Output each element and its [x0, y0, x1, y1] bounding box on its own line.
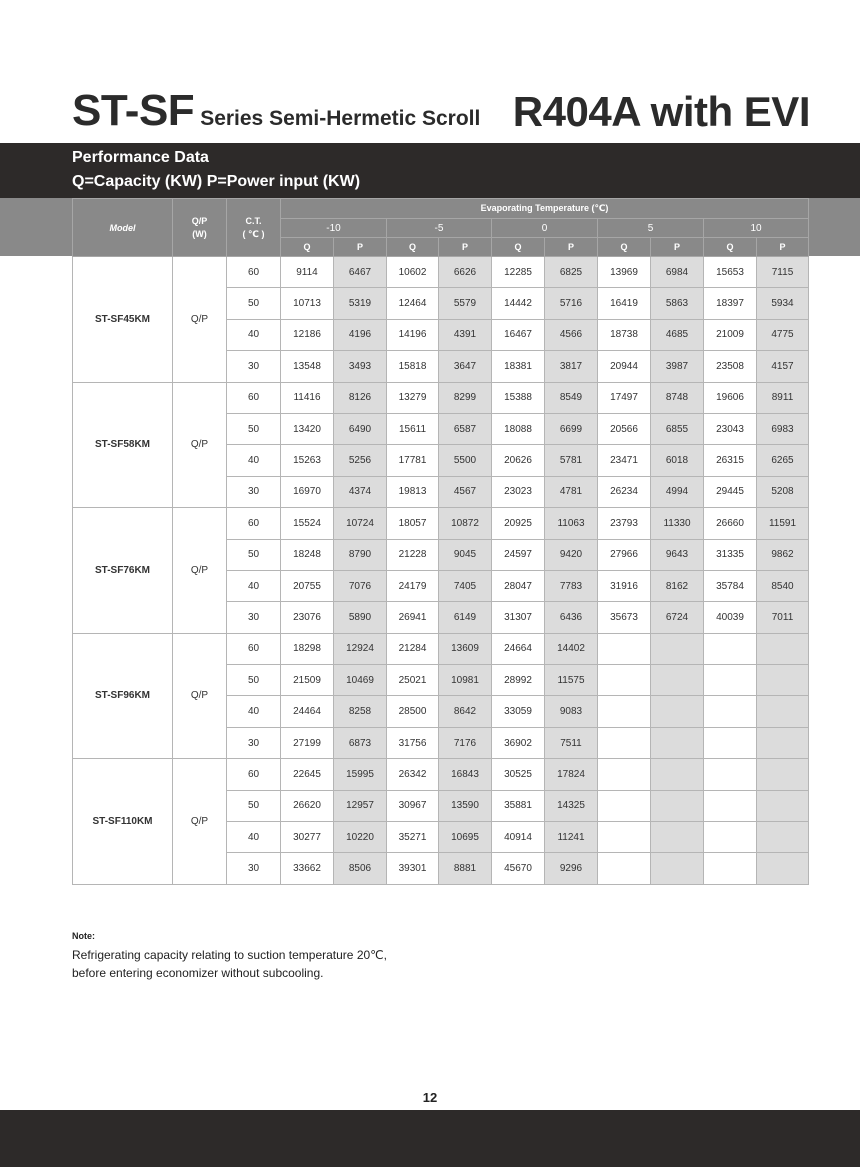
capacity-cell: 23508 [704, 351, 757, 382]
power-cell: 16843 [439, 759, 492, 790]
table-row [73, 508, 809, 539]
capacity-cell: 13279 [387, 382, 439, 413]
capacity-cell: 19606 [704, 382, 757, 413]
power-cell: 7115 [757, 257, 809, 288]
capacity-cell: 31307 [492, 602, 545, 633]
capacity-cell [704, 665, 757, 696]
evap-temp-header: 5 [598, 219, 704, 238]
power-cell: 8540 [757, 570, 809, 601]
power-cell: 6265 [757, 445, 809, 476]
power-cell: 9296 [545, 853, 598, 884]
capacity-cell: 45670 [492, 853, 545, 884]
power-cell: 6825 [545, 257, 598, 288]
power-cell: 15995 [334, 759, 387, 790]
capacity-cell: 20925 [492, 508, 545, 539]
qp-cell: Q/P [173, 508, 227, 634]
power-cell: 13609 [439, 633, 492, 664]
capacity-cell [598, 696, 651, 727]
capacity-cell: 15263 [281, 445, 334, 476]
capacity-cell: 35881 [492, 790, 545, 821]
capacity-cell: 40914 [492, 822, 545, 853]
capacity-cell: 13969 [598, 257, 651, 288]
q-subheader: Q [281, 238, 334, 257]
p-subheader: P [334, 238, 387, 257]
capacity-cell: 30277 [281, 822, 334, 853]
capacity-cell [704, 790, 757, 821]
power-cell: 9643 [651, 539, 704, 570]
capacity-cell [598, 853, 651, 884]
power-cell: 12924 [334, 633, 387, 664]
capacity-cell: 20566 [598, 413, 651, 444]
power-cell: 8642 [439, 696, 492, 727]
power-cell: 3647 [439, 351, 492, 382]
capacity-cell: 26620 [281, 790, 334, 821]
power-cell: 11575 [545, 665, 598, 696]
model-name-cell: ST-SF45KM [73, 257, 173, 383]
ct-cell: 50 [227, 413, 281, 444]
power-cell: 11591 [757, 508, 809, 539]
ct-cell: 40 [227, 822, 281, 853]
capacity-cell [704, 822, 757, 853]
capacity-cell: 18397 [704, 288, 757, 319]
power-cell: 4391 [439, 319, 492, 350]
table-row [73, 257, 809, 288]
power-cell: 6587 [439, 413, 492, 444]
capacity-cell: 14442 [492, 288, 545, 319]
power-cell: 10695 [439, 822, 492, 853]
power-cell [651, 822, 704, 853]
power-cell: 7783 [545, 570, 598, 601]
capacity-cell: 26342 [387, 759, 439, 790]
capacity-cell: 14196 [387, 319, 439, 350]
ct-cell: 30 [227, 727, 281, 758]
capacity-cell: 21009 [704, 319, 757, 350]
capacity-cell: 11416 [281, 382, 334, 413]
power-cell: 6983 [757, 413, 809, 444]
capacity-cell [704, 696, 757, 727]
capacity-cell: 26234 [598, 476, 651, 507]
note-line-1: Refrigerating capacity relating to suction temperature 20℃, [72, 948, 387, 962]
power-cell: 4374 [334, 476, 387, 507]
power-cell: 11063 [545, 508, 598, 539]
capacity-cell: 30967 [387, 790, 439, 821]
capacity-cell: 28992 [492, 665, 545, 696]
capacity-cell [704, 633, 757, 664]
ct-cell: 30 [227, 853, 281, 884]
power-cell: 6490 [334, 413, 387, 444]
capacity-cell: 28047 [492, 570, 545, 601]
section-legend: Q=Capacity (KW) P=Power input (KW) [72, 173, 361, 190]
capacity-cell: 13548 [281, 351, 334, 382]
model-name-cell: ST-SF58KM [73, 382, 173, 508]
refrigerant-title: R404A with EVI [512, 88, 810, 135]
capacity-cell [598, 665, 651, 696]
capacity-cell: 17497 [598, 382, 651, 413]
capacity-cell: 35673 [598, 602, 651, 633]
series-title [72, 86, 480, 136]
capacity-cell: 21228 [387, 539, 439, 570]
capacity-cell: 21509 [281, 665, 334, 696]
power-cell: 6018 [651, 445, 704, 476]
power-cell: 14325 [545, 790, 598, 821]
capacity-cell: 15524 [281, 508, 334, 539]
power-cell [651, 696, 704, 727]
table-row [73, 382, 809, 413]
power-cell [757, 853, 809, 884]
ct-cell: 50 [227, 790, 281, 821]
power-cell: 6626 [439, 257, 492, 288]
power-cell: 8911 [757, 382, 809, 413]
capacity-cell: 21284 [387, 633, 439, 664]
capacity-cell: 36902 [492, 727, 545, 758]
power-cell: 17824 [545, 759, 598, 790]
model-name-cell: ST-SF76KM [73, 508, 173, 634]
power-cell: 5934 [757, 288, 809, 319]
capacity-cell: 35271 [387, 822, 439, 853]
capacity-cell: 18738 [598, 319, 651, 350]
power-cell: 14402 [545, 633, 598, 664]
capacity-cell: 16467 [492, 319, 545, 350]
table-row [73, 759, 809, 790]
qp-column-header [173, 199, 227, 257]
power-cell [757, 759, 809, 790]
ct-cell: 40 [227, 570, 281, 601]
power-cell: 6699 [545, 413, 598, 444]
note-title: Note: [72, 931, 95, 941]
capacity-cell: 28500 [387, 696, 439, 727]
note-text [72, 946, 572, 982]
model-name-cell: ST-SF110KM [73, 759, 173, 885]
capacity-cell: 10713 [281, 288, 334, 319]
evap-temp-header: -5 [387, 219, 492, 238]
capacity-cell: 18381 [492, 351, 545, 382]
power-cell [651, 633, 704, 664]
power-cell: 4994 [651, 476, 704, 507]
ct-cell: 50 [227, 288, 281, 319]
power-cell: 6873 [334, 727, 387, 758]
capacity-cell: 27966 [598, 539, 651, 570]
evap-temp-header: 0 [492, 219, 598, 238]
capacity-cell: 26941 [387, 602, 439, 633]
model-name-cell: ST-SF96KM [73, 633, 173, 759]
power-cell: 10469 [334, 665, 387, 696]
footer-band [0, 1110, 860, 1167]
power-cell: 5890 [334, 602, 387, 633]
ct-cell: 40 [227, 445, 281, 476]
capacity-cell: 15653 [704, 257, 757, 288]
power-cell: 7011 [757, 602, 809, 633]
series-subtitle: Series Semi-Hermetic Scroll [200, 107, 481, 130]
power-cell: 5500 [439, 445, 492, 476]
power-cell: 5319 [334, 288, 387, 319]
power-cell: 8506 [334, 853, 387, 884]
power-cell: 11330 [651, 508, 704, 539]
qp-cell: Q/P [173, 382, 227, 508]
qp-header-unit: (W) [192, 228, 207, 239]
power-cell: 7076 [334, 570, 387, 601]
capacity-cell: 33059 [492, 696, 545, 727]
power-cell: 6467 [334, 257, 387, 288]
capacity-cell: 27199 [281, 727, 334, 758]
capacity-cell [704, 853, 757, 884]
capacity-cell: 23023 [492, 476, 545, 507]
ct-cell: 30 [227, 476, 281, 507]
capacity-cell: 16970 [281, 476, 334, 507]
capacity-cell: 18057 [387, 508, 439, 539]
power-cell [651, 665, 704, 696]
ct-cell: 60 [227, 257, 281, 288]
capacity-cell: 15388 [492, 382, 545, 413]
capacity-cell: 20944 [598, 351, 651, 382]
power-cell: 11241 [545, 822, 598, 853]
p-subheader: P [757, 238, 809, 257]
capacity-cell: 33662 [281, 853, 334, 884]
qp-cell: Q/P [173, 759, 227, 885]
power-cell: 12957 [334, 790, 387, 821]
power-cell: 7405 [439, 570, 492, 601]
capacity-cell: 15818 [387, 351, 439, 382]
capacity-cell: 23043 [704, 413, 757, 444]
capacity-cell: 22645 [281, 759, 334, 790]
capacity-cell: 23076 [281, 602, 334, 633]
power-cell [651, 727, 704, 758]
capacity-cell [598, 790, 651, 821]
power-cell: 8748 [651, 382, 704, 413]
page-header [0, 88, 860, 140]
capacity-cell: 12285 [492, 257, 545, 288]
power-cell [757, 822, 809, 853]
capacity-cell [598, 727, 651, 758]
qp-header-line: Q/P [191, 215, 208, 226]
capacity-cell: 23471 [598, 445, 651, 476]
power-cell: 7511 [545, 727, 598, 758]
section-title: Performance Data [72, 149, 209, 166]
power-cell [757, 696, 809, 727]
model-column-header: Model [73, 199, 173, 257]
power-cell: 6436 [545, 602, 598, 633]
capacity-cell: 15611 [387, 413, 439, 444]
q-subheader: Q [387, 238, 439, 257]
ct-cell: 50 [227, 665, 281, 696]
capacity-cell: 13420 [281, 413, 334, 444]
p-subheader: P [545, 238, 598, 257]
power-cell: 8549 [545, 382, 598, 413]
capacity-cell: 18298 [281, 633, 334, 664]
power-cell: 4685 [651, 319, 704, 350]
ct-cell: 50 [227, 539, 281, 570]
ct-header-unit: ( ℃ ) [242, 228, 265, 239]
capacity-cell: 39301 [387, 853, 439, 884]
ct-column-header [227, 199, 281, 257]
ct-cell: 60 [227, 633, 281, 664]
table-row [73, 633, 809, 664]
q-subheader: Q [704, 238, 757, 257]
power-cell: 10981 [439, 665, 492, 696]
power-cell: 6855 [651, 413, 704, 444]
power-cell: 4196 [334, 319, 387, 350]
power-cell: 13590 [439, 790, 492, 821]
p-subheader: P [651, 238, 704, 257]
ct-cell: 40 [227, 696, 281, 727]
capacity-cell [704, 759, 757, 790]
page-number: 12 [422, 1090, 438, 1105]
capacity-cell: 17781 [387, 445, 439, 476]
capacity-cell: 24597 [492, 539, 545, 570]
qp-cell: Q/P [173, 257, 227, 383]
evap-temp-header: -10 [281, 219, 387, 238]
power-cell: 5579 [439, 288, 492, 319]
qp-cell: Q/P [173, 633, 227, 759]
ct-cell: 30 [227, 602, 281, 633]
power-cell [757, 665, 809, 696]
capacity-cell: 20755 [281, 570, 334, 601]
power-cell: 4775 [757, 319, 809, 350]
power-cell: 4157 [757, 351, 809, 382]
power-cell: 8790 [334, 539, 387, 570]
power-cell: 5863 [651, 288, 704, 319]
ct-cell: 60 [227, 382, 281, 413]
q-subheader: Q [598, 238, 651, 257]
ct-header-line: C.T. [245, 215, 262, 226]
evaporating-temperature-header: Evaporating Temperature (℃) [281, 199, 809, 219]
power-cell: 3817 [545, 351, 598, 382]
ct-cell: 40 [227, 319, 281, 350]
capacity-cell: 26315 [704, 445, 757, 476]
power-cell: 4567 [439, 476, 492, 507]
power-cell: 10724 [334, 508, 387, 539]
capacity-cell: 40039 [704, 602, 757, 633]
q-subheader: Q [492, 238, 545, 257]
section-header-band [0, 143, 860, 198]
power-cell: 5208 [757, 476, 809, 507]
power-cell: 10872 [439, 508, 492, 539]
capacity-cell: 18088 [492, 413, 545, 444]
capacity-cell: 9114 [281, 257, 334, 288]
capacity-cell: 24179 [387, 570, 439, 601]
power-cell [651, 759, 704, 790]
capacity-cell [704, 727, 757, 758]
power-cell [757, 790, 809, 821]
power-cell: 7176 [439, 727, 492, 758]
power-cell: 5781 [545, 445, 598, 476]
power-cell: 8162 [651, 570, 704, 601]
power-cell [757, 727, 809, 758]
power-cell: 3987 [651, 351, 704, 382]
capacity-cell: 24464 [281, 696, 334, 727]
power-cell [651, 790, 704, 821]
capacity-cell: 25021 [387, 665, 439, 696]
power-cell: 8881 [439, 853, 492, 884]
note-line-2: before entering economizer without subcooling. [72, 966, 324, 980]
power-cell: 9083 [545, 696, 598, 727]
power-cell: 6724 [651, 602, 704, 633]
capacity-cell: 26660 [704, 508, 757, 539]
capacity-cell: 30525 [492, 759, 545, 790]
capacity-cell: 16419 [598, 288, 651, 319]
capacity-cell: 29445 [704, 476, 757, 507]
power-cell: 8258 [334, 696, 387, 727]
power-cell: 3493 [334, 351, 387, 382]
power-cell: 6149 [439, 602, 492, 633]
capacity-cell: 23793 [598, 508, 651, 539]
p-subheader: P [439, 238, 492, 257]
capacity-cell [598, 822, 651, 853]
capacity-cell [598, 759, 651, 790]
capacity-cell: 19813 [387, 476, 439, 507]
capacity-cell: 24664 [492, 633, 545, 664]
power-cell: 5256 [334, 445, 387, 476]
capacity-cell: 18248 [281, 539, 334, 570]
performance-table [72, 198, 809, 885]
power-cell: 6984 [651, 257, 704, 288]
power-cell: 5716 [545, 288, 598, 319]
evap-temp-header: 10 [704, 219, 809, 238]
ct-cell: 60 [227, 508, 281, 539]
capacity-cell: 20626 [492, 445, 545, 476]
capacity-cell: 12464 [387, 288, 439, 319]
power-cell [651, 853, 704, 884]
capacity-cell: 12186 [281, 319, 334, 350]
power-cell: 4566 [545, 319, 598, 350]
power-cell: 10220 [334, 822, 387, 853]
capacity-cell: 10602 [387, 257, 439, 288]
capacity-cell: 35784 [704, 570, 757, 601]
power-cell: 8299 [439, 382, 492, 413]
power-cell: 9045 [439, 539, 492, 570]
capacity-cell: 31335 [704, 539, 757, 570]
power-cell: 9862 [757, 539, 809, 570]
ct-cell: 60 [227, 759, 281, 790]
capacity-cell: 31756 [387, 727, 439, 758]
header-row [73, 199, 809, 219]
ct-cell: 30 [227, 351, 281, 382]
capacity-cell: 31916 [598, 570, 651, 601]
power-cell: 8126 [334, 382, 387, 413]
power-cell: 4781 [545, 476, 598, 507]
power-cell: 9420 [545, 539, 598, 570]
capacity-cell [598, 633, 651, 664]
power-cell [757, 633, 809, 664]
series-name: ST-SF [72, 86, 195, 135]
